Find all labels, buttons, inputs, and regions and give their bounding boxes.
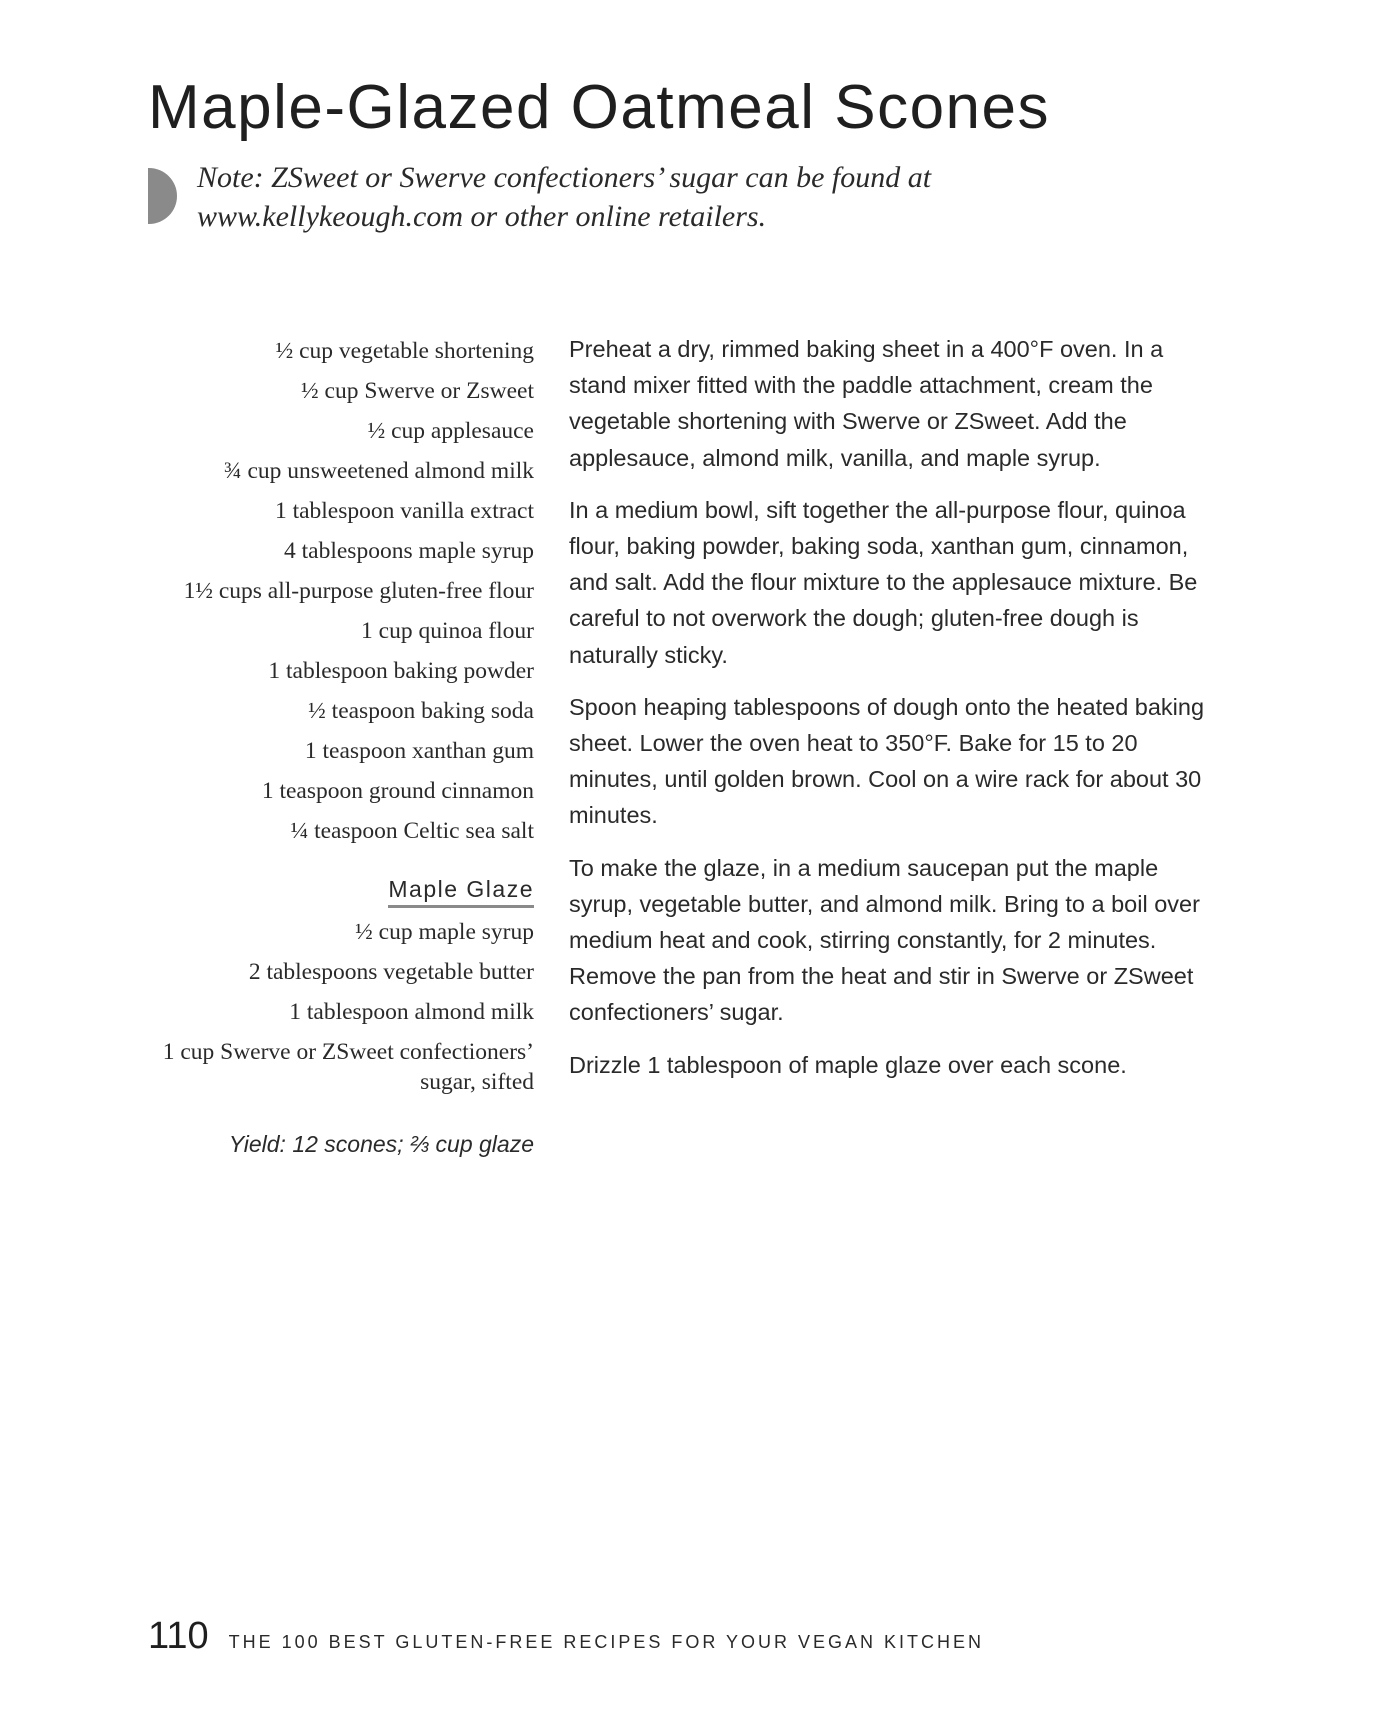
ingredient-item: 1 teaspoon ground cinnamon xyxy=(261,778,534,804)
running-book-title: THE 100 BEST GLUTEN-FREE RECIPES FOR YOUR VEGAN KITCHEN xyxy=(228,1632,985,1652)
ingredient-item: 1 tablespoon vanilla extract xyxy=(274,498,534,524)
ingredient-item: ½ cup vegetable shortening xyxy=(275,338,534,364)
glaze-heading: Maple Glaze xyxy=(388,874,534,908)
page-number: 110 xyxy=(148,1615,209,1657)
method-steps xyxy=(569,331,1219,1099)
ingredients-list xyxy=(140,331,534,1159)
glaze-ingredient-item: 1 tablespoon almond milk xyxy=(289,999,534,1025)
method-paragraph: In a medium bowl, sift together the all-purpose flour, quinoa flour, baking powder, baking soda, xanthan gum, cinnamon, and salt. Add the flour mixture to the applesauce mixture. Be careful to not overwork the dough; gluten-free dough is naturally sticky. xyxy=(569,496,1198,668)
method-paragraph: To make the glaze, in a medium saucepan put the maple syrup, vegetable butter, and almond milk. Bring to a boil over medium heat and cook, stirring constantly, for 2 minutes. Remove the pan from the heat and stir in Swerve or ZSweet confectioners’ sugar. xyxy=(569,854,1200,1026)
recipe-title: Maple-Glazed Oatmeal Scones xyxy=(148,73,1051,142)
method-paragraph: Spoon heaping tablespoons of dough onto the heated baking sheet. Lower the oven heat to 350°F. Bake for 15 to 20 minutes, until golden brown. Cool on a wire rack for about 30 minutes. xyxy=(569,693,1205,829)
glaze-ingredient-item: ½ cup maple syrup xyxy=(355,919,534,945)
note-marker-icon xyxy=(148,168,177,224)
ingredient-item: ¾ cup unsweetened almond milk xyxy=(224,458,534,484)
ingredient-item: 1½ cups all-purpose gluten-free flour xyxy=(183,578,534,604)
method-paragraph: Drizzle 1 tablespoon of maple glaze over each scone. xyxy=(569,1051,1127,1078)
ingredient-item: ½ cup applesauce xyxy=(367,418,534,444)
method-paragraph: Preheat a dry, rimmed baking sheet in a 400°F oven. In a stand mixer fitted with the paddle attachment, cream the vegetable shortening with Swerve or ZSweet. Add the applesauce, almond milk, vanilla, and maple syrup. xyxy=(569,336,1164,471)
recipe-yield: Yield: 12 scones; ⅔ cup glaze xyxy=(228,1131,534,1157)
ingredient-item: ½ teaspoon baking soda xyxy=(308,698,534,724)
ingredient-item: ½ cup Swerve or Zsweet xyxy=(301,378,534,404)
ingredient-item: ¼ teaspoon Celtic sea salt xyxy=(290,818,534,844)
ingredient-item: 4 tablespoons maple syrup xyxy=(284,538,534,564)
glaze-ingredient-item: 2 tablespoons vegetable butter xyxy=(248,959,534,985)
recipe-note: Note: ZSweet or Swerve confectioners’ sugar can be found at www.kellykeough.com or other online retailers. xyxy=(197,161,932,233)
ingredient-item: 1 teaspoon xanthan gum xyxy=(304,738,534,764)
ingredient-item: 1 cup quinoa flour xyxy=(361,618,534,644)
ingredient-item: 1 tablespoon baking powder xyxy=(268,658,534,684)
page-footer xyxy=(148,1615,984,1658)
glaze-ingredient-item: 1 cup Swerve or ZSweet confectioners’ sugar, sifted xyxy=(162,1039,534,1095)
